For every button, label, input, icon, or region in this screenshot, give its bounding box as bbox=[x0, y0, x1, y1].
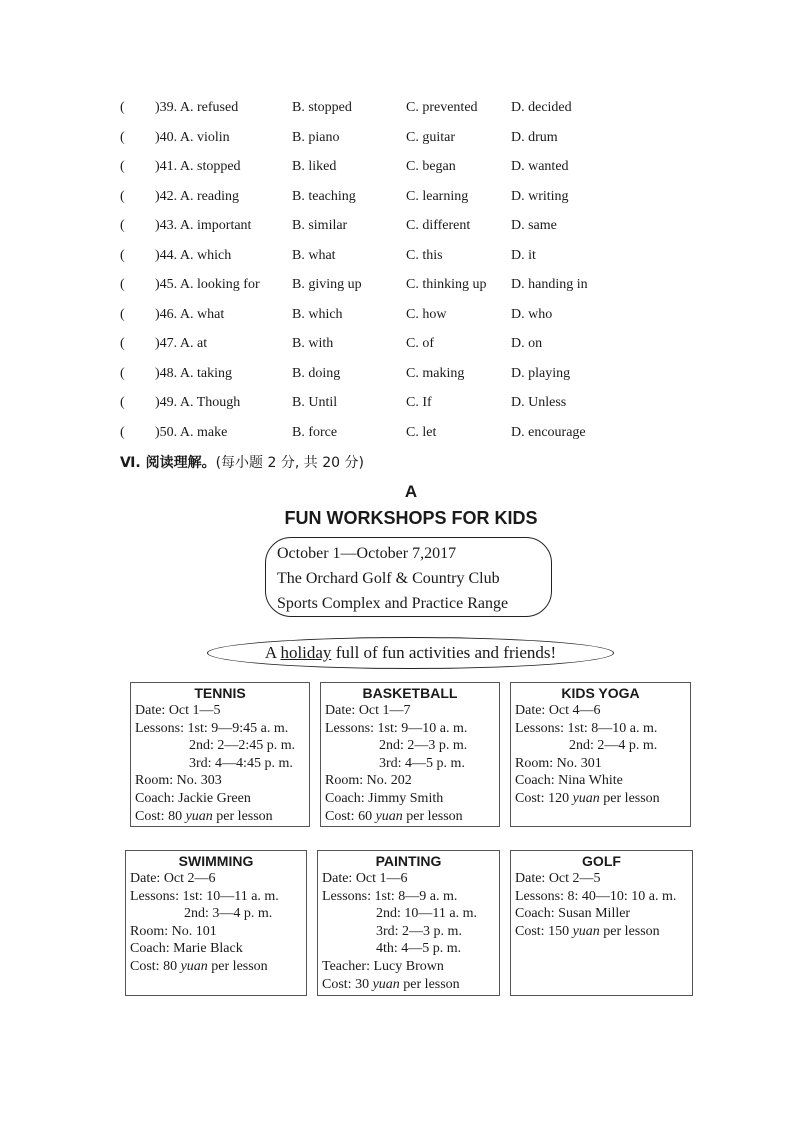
card-lesson-4: 4th: 4—5 p. m. bbox=[376, 941, 462, 957]
question-row-49 bbox=[0, 392, 800, 414]
card-room: Room: No. 303 bbox=[135, 773, 222, 789]
slogan-banner bbox=[207, 637, 614, 669]
cost-unit: yuan bbox=[572, 790, 600, 806]
option-c: C. If bbox=[406, 395, 432, 410]
card-cost bbox=[515, 923, 692, 941]
slogan-prefix: A bbox=[264, 643, 281, 662]
question-row-43 bbox=[0, 215, 800, 237]
card-lesson-3: 3rd: 2—3 p. m. bbox=[376, 923, 462, 939]
card-coach: Coach: Nina White bbox=[515, 773, 623, 789]
workshop-card-basketball bbox=[320, 682, 500, 827]
card-date: Date: Oct 1—6 bbox=[322, 871, 408, 886]
event-venue-line-1: The Orchard Golf & Country Club bbox=[277, 570, 500, 587]
question-row-39 bbox=[0, 97, 800, 119]
option-d: D. same bbox=[511, 218, 557, 233]
answer-blank[interactable]: ( bbox=[120, 218, 125, 233]
card-date: Date: Oct 2—5 bbox=[515, 871, 601, 886]
card-teacher: Teacher: Lucy Brown bbox=[322, 958, 444, 974]
event-dates: October 1—October 7,2017 bbox=[277, 545, 457, 562]
card-title: TENNIS bbox=[194, 685, 246, 701]
option-c: C. this bbox=[406, 247, 443, 263]
cost-unit: yuan bbox=[372, 976, 400, 992]
cost-suffix: per lesson bbox=[599, 790, 660, 806]
card-lesson-1: Lessons: 1st: 9—10 a. m. bbox=[325, 720, 468, 736]
option-d: D. Unless bbox=[511, 395, 567, 410]
card-coach: Coach: Jimmy Smith bbox=[325, 790, 444, 806]
option-b: B. piano bbox=[292, 129, 340, 145]
card-lesson-2: 2nd: 10—11 a. m. bbox=[376, 906, 477, 922]
answer-blank[interactable]: ( bbox=[120, 129, 125, 145]
option-b: B. Until bbox=[292, 395, 338, 410]
option-c: C. learning bbox=[406, 188, 469, 204]
option-b: B. stopped bbox=[292, 100, 352, 115]
question-row-40 bbox=[0, 127, 800, 149]
question-row-44 bbox=[0, 245, 800, 267]
option-d: D. who bbox=[511, 306, 553, 322]
card-coach: Coach: Marie Black bbox=[130, 941, 243, 957]
card-room: Room: No. 101 bbox=[130, 923, 217, 939]
workshop-card-golf bbox=[510, 850, 693, 996]
option-a: )50. A. make bbox=[155, 424, 228, 440]
section-heading bbox=[120, 452, 364, 472]
option-c: C. how bbox=[406, 306, 447, 322]
option-c: C. let bbox=[406, 424, 437, 440]
option-b: B. doing bbox=[292, 365, 341, 381]
option-d: D. wanted bbox=[511, 159, 569, 174]
option-a: )40. A. violin bbox=[155, 129, 230, 145]
card-lesson-1: Lessons: 1st: 10—11 a. m. bbox=[130, 888, 279, 904]
cost-amount: Cost: 120 bbox=[515, 790, 573, 806]
option-a: )41. A. stopped bbox=[155, 159, 241, 174]
cost-unit: yuan bbox=[180, 958, 208, 974]
card-lesson-2: 2nd: 2—3 p. m. bbox=[379, 738, 468, 754]
option-a: )46. A. what bbox=[155, 306, 225, 322]
option-c: C. of bbox=[406, 336, 434, 351]
option-a: )49. A. Though bbox=[155, 395, 241, 410]
card-title: GOLF bbox=[582, 853, 621, 869]
workshop-card-swimming bbox=[125, 850, 307, 996]
cost-suffix: per lesson bbox=[599, 923, 660, 939]
cost-suffix: per lesson bbox=[212, 808, 273, 824]
cost-amount: Cost: 30 bbox=[322, 976, 373, 992]
card-title: PAINTING bbox=[375, 853, 442, 869]
option-c: C. guitar bbox=[406, 129, 455, 145]
event-info-box bbox=[265, 537, 552, 617]
card-title: SWIMMING bbox=[178, 853, 254, 869]
card-room: Room: No. 202 bbox=[325, 773, 412, 789]
option-d: D. handing in bbox=[511, 277, 588, 292]
card-cost bbox=[515, 790, 690, 808]
question-row-41 bbox=[0, 156, 800, 178]
card-lesson-1: Lessons: 1st: 9—9:45 a. m. bbox=[135, 720, 289, 736]
question-row-42 bbox=[0, 186, 800, 208]
answer-blank[interactable]: ( bbox=[120, 100, 125, 115]
option-d: D. decided bbox=[511, 100, 572, 115]
option-c: C. making bbox=[406, 365, 465, 381]
cost-amount: Cost: 60 bbox=[325, 808, 376, 824]
cost-suffix: per lesson bbox=[399, 976, 460, 992]
option-c: C. thinking up bbox=[406, 277, 487, 292]
option-b: B. with bbox=[292, 336, 334, 351]
passage-letter: A bbox=[404, 482, 418, 501]
option-b: B. similar bbox=[292, 218, 348, 233]
option-b: B. giving up bbox=[292, 277, 362, 292]
answer-blank[interactable]: ( bbox=[120, 336, 125, 351]
cost-amount: Cost: 150 bbox=[515, 923, 573, 939]
question-row-45 bbox=[0, 274, 800, 296]
card-title: KIDS YOGA bbox=[561, 685, 640, 701]
option-b: B. liked bbox=[292, 159, 337, 174]
card-date: Date: Oct 1—5 bbox=[135, 703, 221, 718]
card-lesson-3: 3rd: 4—4:45 p. m. bbox=[189, 755, 293, 771]
option-a: )42. A. reading bbox=[155, 188, 239, 204]
answer-blank[interactable]: ( bbox=[120, 277, 125, 292]
card-cost bbox=[135, 808, 309, 826]
workshop-card-tennis bbox=[130, 682, 310, 827]
slogan-suffix: full of fun activities and friends! bbox=[331, 643, 557, 662]
question-row-46 bbox=[0, 304, 800, 326]
workshop-card-kids-yoga bbox=[510, 682, 691, 827]
card-lesson-2: 2nd: 2—2:45 p. m. bbox=[189, 738, 296, 754]
option-d: D. writing bbox=[511, 188, 569, 204]
option-d: D. playing bbox=[511, 365, 571, 381]
question-row-48 bbox=[0, 363, 800, 385]
question-row-47 bbox=[0, 333, 800, 355]
option-b: B. teaching bbox=[292, 188, 356, 204]
cost-suffix: per lesson bbox=[402, 808, 463, 824]
answer-blank[interactable]: ( bbox=[120, 159, 125, 174]
option-d: D. encourage bbox=[511, 424, 586, 440]
option-b: B. what bbox=[292, 247, 336, 263]
answer-blank[interactable]: ( bbox=[120, 365, 125, 381]
card-date: Date: Oct 4—6 bbox=[515, 703, 601, 718]
workshop-card-painting bbox=[317, 850, 500, 996]
option-c: C. began bbox=[406, 159, 456, 174]
option-d: D. on bbox=[511, 336, 543, 351]
card-cost bbox=[325, 808, 499, 826]
option-b: B. force bbox=[292, 424, 338, 440]
section-label: Ⅵ. 阅读理解。 bbox=[120, 455, 216, 471]
card-date: Date: Oct 1—7 bbox=[325, 703, 411, 718]
card-lesson-1: Lessons: 1st: 8—10 a. m. bbox=[515, 720, 658, 736]
answer-blank[interactable]: ( bbox=[120, 188, 125, 204]
card-lesson-2: 2nd: 3—4 p. m. bbox=[184, 906, 273, 922]
question-row-50 bbox=[0, 422, 800, 444]
cost-suffix: per lesson bbox=[207, 958, 268, 974]
card-room: Room: No. 301 bbox=[515, 755, 602, 771]
card-lesson-1: Lessons: 8: 40—10: 10 a. m. bbox=[515, 888, 677, 904]
cost-unit: yuan bbox=[185, 808, 213, 824]
card-lesson-2: 2nd: 2—4 p. m. bbox=[569, 738, 658, 754]
option-a: )43. A. important bbox=[155, 218, 252, 233]
option-c: C. different bbox=[406, 218, 471, 233]
answer-blank[interactable]: ( bbox=[120, 306, 125, 322]
card-coach: Coach: Jackie Green bbox=[135, 790, 251, 806]
answer-blank[interactable]: ( bbox=[120, 424, 125, 440]
section-note: (每小题 2 分, 共 20 分) bbox=[215, 455, 364, 471]
option-d: D. it bbox=[511, 247, 536, 263]
card-lesson-3: 3rd: 4—5 p. m. bbox=[379, 755, 465, 771]
option-a: )39. A. refused bbox=[155, 100, 239, 115]
option-a: )48. A. taking bbox=[155, 365, 232, 381]
card-lesson-1: Lessons: 1st: 8—9 a. m. bbox=[322, 888, 458, 904]
option-b: B. which bbox=[292, 306, 343, 322]
card-title: BASKETBALL bbox=[362, 685, 458, 701]
option-c: C. prevented bbox=[406, 100, 478, 115]
option-a: )44. A. which bbox=[155, 247, 232, 263]
card-coach: Coach: Susan Miller bbox=[515, 906, 631, 922]
card-date: Date: Oct 2—6 bbox=[130, 871, 216, 886]
option-a: )47. A. at bbox=[155, 336, 208, 351]
card-cost bbox=[322, 976, 499, 994]
cost-unit: yuan bbox=[572, 923, 600, 939]
answer-blank[interactable]: ( bbox=[120, 395, 125, 410]
passage-title: FUN WORKSHOPS FOR KIDS bbox=[284, 508, 538, 528]
option-a: )45. A. looking for bbox=[155, 277, 260, 292]
option-d: D. drum bbox=[511, 129, 558, 145]
cost-unit: yuan bbox=[375, 808, 403, 824]
cost-amount: Cost: 80 bbox=[135, 808, 186, 824]
event-venue-line-2: Sports Complex and Practice Range bbox=[277, 595, 509, 612]
answer-blank[interactable]: ( bbox=[120, 247, 125, 263]
card-cost bbox=[130, 958, 306, 976]
cost-amount: Cost: 80 bbox=[130, 958, 181, 974]
slogan-underlined-word: holiday bbox=[280, 643, 332, 662]
